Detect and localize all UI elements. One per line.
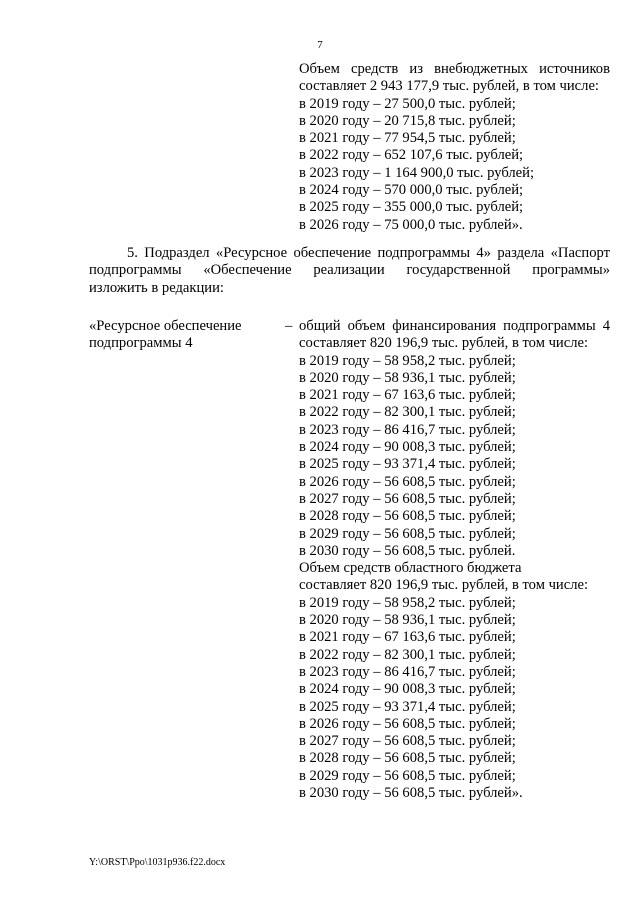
text-line: в 2028 году – 56 608,5 тыс. рублей; (299, 750, 516, 767)
text-line: в 2021 году – 67 163,6 тыс. рублей; (299, 387, 516, 404)
text-line: общий объем финансирования подпрограммы 4 (299, 318, 610, 334)
page-number: 7 (317, 39, 323, 51)
text-line: в 2020 году – 58 936,1 тыс. рублей; (299, 612, 516, 629)
row-dash: – (285, 318, 293, 334)
text-line: составляет 820 196,9 тыс. рублей, в том числе: (299, 577, 589, 594)
text-line: в 2022 году – 82 300,1 тыс. рублей; (299, 646, 516, 663)
paragraph-line: изложить в редакции: (89, 279, 224, 296)
text-line: в 2028 году – 56 608,5 тыс. рублей; (299, 508, 516, 525)
paragraph-line: 5. Подраздел «Ресурсное обеспечение подпрограммы 4» раздела «Паспорт (127, 245, 610, 261)
text-line: в 2025 году – 93 371,4 тыс. рублей; (299, 698, 516, 715)
text-line: в 2029 году – 56 608,5 тыс. рублей; (299, 525, 516, 542)
text-line: в 2026 году – 56 608,5 тыс. рублей; (299, 715, 516, 732)
text-line: в 2019 году – 58 958,2 тыс. рублей; (299, 352, 516, 369)
text-line: в 2020 году – 58 936,1 тыс. рублей; (299, 369, 516, 386)
text-line: в 2023 году – 1 164 900,0 тыс. рублей; (299, 164, 535, 181)
text-line: в 2026 году – 75 000,0 тыс. рублей». (299, 216, 523, 233)
text-line: в 2020 году – 20 715,8 тыс. рублей; (299, 112, 516, 129)
text-line: в 2030 году – 56 608,5 тыс. рублей. (299, 542, 516, 559)
text-line: в 2024 году – 90 008,3 тыс. рублей; (299, 681, 516, 698)
text-line: в 2029 году – 56 608,5 тыс. рублей; (299, 767, 516, 784)
text-line: в 2019 году – 27 500,0 тыс. рублей; (299, 95, 516, 112)
resource-provision-label (89, 318, 289, 353)
file-path-footer: Y:\ORST\Ppo\1031p936.f22.docx (89, 857, 226, 868)
text-line: в 2025 году – 93 371,4 тыс. рублей; (299, 456, 516, 473)
extrabudgetary-funding-block (299, 61, 610, 234)
text-line: в 2024 году – 570 000,0 тыс. рублей; (299, 182, 524, 199)
text-line: в 2030 году – 56 608,5 тыс. рублей». (299, 785, 523, 802)
text-line: в 2021 году – 77 954,5 тыс. рублей; (299, 130, 516, 147)
paragraph-line: подпрограммы «Обеспечение реализации государственной программы» (89, 262, 610, 279)
text-line: в 2019 году – 58 958,2 тыс. рублей; (299, 594, 516, 611)
text-line: составляет 2 943 177,9 тыс. рублей, в том числе: (299, 78, 599, 95)
text-line: в 2022 году – 82 300,1 тыс. рублей; (299, 404, 516, 421)
text-line: в 2025 году – 355 000,0 тыс. рублей; (299, 199, 524, 216)
text-line: в 2021 году – 67 163,6 тыс. рублей; (299, 629, 516, 646)
text-line: в 2027 году – 56 608,5 тыс. рублей; (299, 490, 516, 507)
text-line: в 2022 году – 652 107,6 тыс. рублей; (299, 147, 524, 164)
label-line: подпрограммы 4 (89, 335, 193, 352)
text-line: составляет 820 196,9 тыс. рублей, в том числе: (299, 335, 589, 352)
text-line: в 2023 году – 86 416,7 тыс. рублей; (299, 421, 516, 438)
text-line: в 2026 году – 56 608,5 тыс. рублей; (299, 473, 516, 490)
text-line: в 2024 году – 90 008,3 тыс. рублей; (299, 439, 516, 456)
subprogram-funding-block (299, 318, 610, 802)
text-line: в 2027 году – 56 608,5 тыс. рублей; (299, 733, 516, 750)
text-line: Объем средств областного бюджета (299, 560, 522, 577)
label-line: «Ресурсное обеспечение (89, 318, 242, 334)
text-line: Объем средств из внебюджетных источников (299, 61, 610, 77)
text-line: в 2023 году – 86 416,7 тыс. рублей; (299, 663, 516, 680)
section-5-paragraph (89, 245, 610, 297)
